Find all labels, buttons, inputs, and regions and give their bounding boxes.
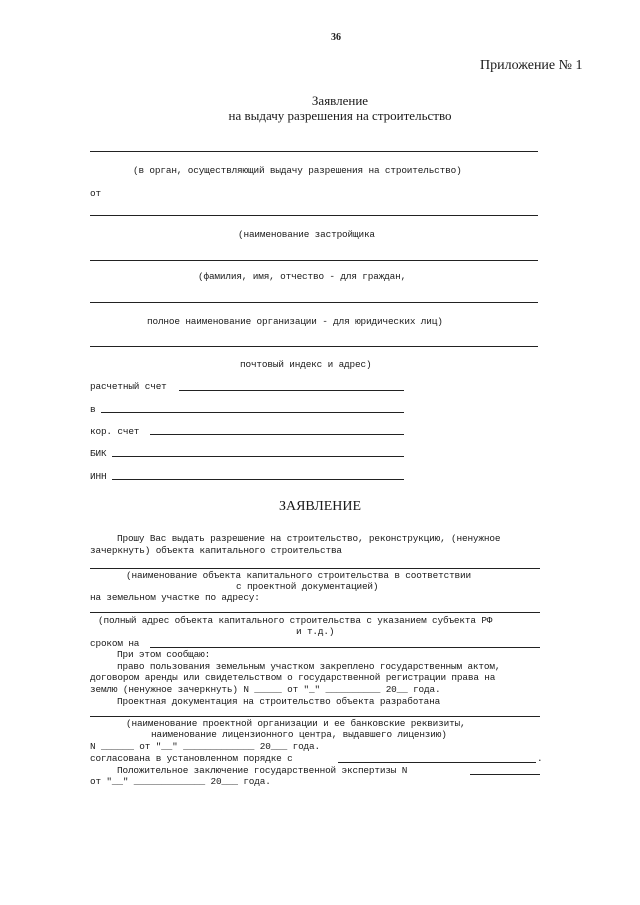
- body-line-6: право пользования земельным участком закреплено государственным актом,: [117, 661, 501, 672]
- body-line-9: Проектная документация на строительство объекта разработана: [117, 696, 441, 707]
- body-line-3: на земельном участке по адресу:: [90, 592, 260, 603]
- body-line-5: При этом сообщаю:: [117, 649, 211, 660]
- bik-underline: [112, 456, 404, 457]
- term-label: сроком на: [90, 638, 140, 649]
- agreed-period: .: [537, 753, 543, 764]
- appendix-label: Приложение № 1: [480, 58, 583, 73]
- developer-underline: [90, 260, 538, 261]
- hint-object-2: с проектной документацией): [236, 581, 379, 592]
- body-line-7: договором аренды или свидетельством о государственной регистрации права на: [90, 672, 496, 683]
- bank-in-label: в: [90, 404, 96, 415]
- body-line-11: согласована в установленном порядке с: [90, 753, 293, 764]
- hint-address: почтовый индекс и адрес): [240, 359, 372, 370]
- fio-underline: [90, 302, 538, 303]
- expertise-underline: [470, 774, 540, 775]
- account-label: расчетный счет: [90, 381, 167, 392]
- bank-in-underline: [101, 412, 404, 413]
- hint-developer: (наименование застройщика: [238, 229, 375, 240]
- inn-label: ИНН: [90, 471, 107, 482]
- object-underline: [90, 568, 540, 569]
- hint-org: полное наименование организации - для юридических лиц): [147, 316, 443, 327]
- hint-organ: (в орган, осуществляющий выдачу разрешения на строительство): [133, 165, 462, 176]
- body-line-2: зачеркнуть) объекта капитального строительства: [90, 545, 342, 556]
- hint-full-address-1: (полный адрес объекта капитального строительства с указанием субъекта РФ: [98, 615, 493, 626]
- address-underline: [90, 612, 540, 613]
- org-underline: [90, 346, 538, 347]
- statement-heading: ЗАЯВЛЕНИЕ: [278, 499, 362, 514]
- term-underline: [150, 647, 540, 648]
- from-label: от: [90, 188, 101, 199]
- hint-project-1: (наименование проектной организации и ее банковские реквизиты,: [126, 718, 466, 729]
- hint-object-1: (наименование объекта капитального строительства в соответствии: [126, 570, 471, 581]
- from-underline: [90, 215, 538, 216]
- hint-full-address-2: и т.д.): [296, 626, 335, 637]
- account-underline: [179, 390, 404, 391]
- inn-underline: [112, 479, 404, 480]
- page-number: 36: [331, 32, 341, 43]
- corr-label: кор. счет: [90, 426, 140, 437]
- body-line-12: Положительное заключение государственной экспертизы N: [117, 765, 408, 776]
- body-line-10: N ______ от "__" _____________ 20___ года.: [90, 741, 320, 752]
- agreed-underline: [338, 762, 536, 763]
- hint-project-2: наименование лицензионного центра, выдавшего лицензию): [151, 729, 447, 740]
- hint-fio: (фамилия, имя, отчество - для граждан,: [198, 271, 407, 282]
- title-line-1: Заявление: [311, 93, 369, 108]
- body-line-13: от "__" _____________ 20___ года.: [90, 776, 271, 787]
- body-line-8: землю (ненужное зачеркнуть) N _____ от "_" __________ 20__ года.: [90, 684, 441, 695]
- corr-underline: [150, 434, 404, 435]
- body-line-1: Прошу Вас выдать разрешение на строительство, реконструкцию, (ненужное: [117, 533, 501, 544]
- bik-label: БИК: [90, 448, 107, 459]
- organ-underline: [90, 151, 538, 152]
- title-line-2: на выдачу разрешения на строительство: [228, 108, 452, 123]
- project-underline: [90, 716, 540, 717]
